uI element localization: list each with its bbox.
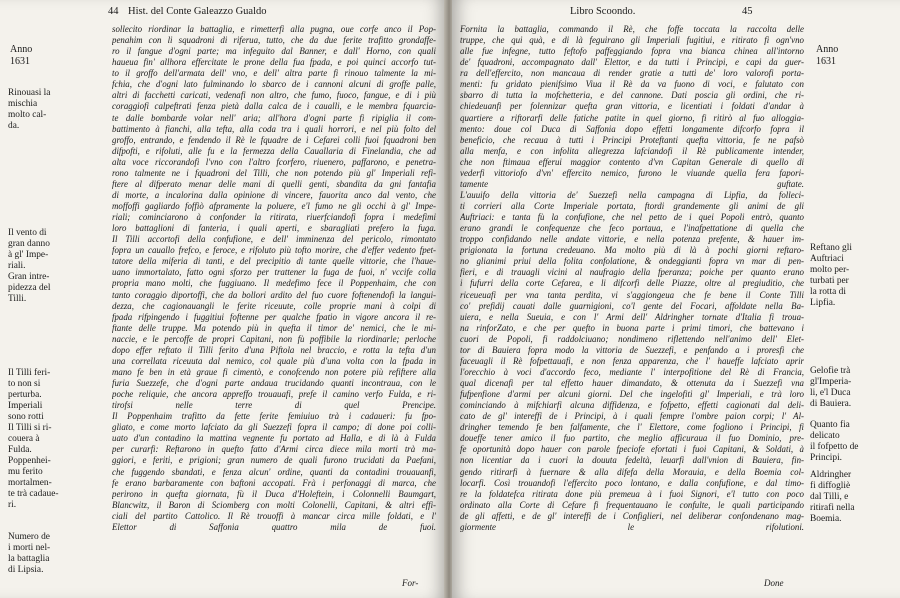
text-line: te dalle bombarde volar nell' aria; all'hora d'ogni parte fi ripiglia il com- (112, 112, 436, 123)
text-line: alta voce riccorandofi l'vno con l'altro fcorfero, riuenero, paffarono, e penetra- (112, 156, 436, 167)
text-line: mano fe ben in età graue fi cimentò, e conofcendo non potere più refiftere alla (112, 366, 436, 377)
text-line: mento: doue col Duca di Saffonia dopo effetti longamente difcorfo fopra il (460, 123, 804, 134)
page-number: 44 (108, 6, 119, 17)
text-line: ftere al difperato menar delle mani di quelli genti, sbandita da gni fantafia (112, 178, 436, 189)
text-line: alle fue infegne, tutto feftofo paffeggiando fopra vna bianca chinea all'intorno (460, 46, 804, 57)
text-line: ggiori, e feriti, e prigioni; gran numero de quali furono trucidati da Paefani, (112, 455, 436, 466)
text-line: L'auuifo della vittoria de' Suezzefi nella campagna di Lipfia, da folleci- (460, 189, 804, 200)
text-line: moffoffi gagliardo foffiò afpramente la poluere, e'l fumo ne gli occhi à gl' Impe- (112, 201, 436, 211)
side-note-line: Auftriaci (810, 254, 844, 264)
text-line: altri di facchetti caricati, vedenafi non altro, che fumo, fuoco, fangue, e di i più (112, 90, 436, 101)
text-line: gliato, e come morto lafciato da gli Suezzefi fopra il campo; di done poi colli- (112, 422, 436, 433)
text-line: giormente le rifolutioni. (460, 521, 804, 532)
side-note-line: sono rotti (8, 412, 44, 422)
text-line: Elettor di Saffonia quattro mila de fuoi. (112, 521, 436, 532)
text-line: per curarfi: Reftarono in quefto fatto d'Armi circa diece mila morti trà ma- (112, 444, 436, 455)
side-note (8, 228, 50, 305)
text-line: fieri, e di trauagli vicini al naufragio della fperanza; poiche per quanto erano (460, 267, 804, 278)
year-word: Anno (816, 44, 839, 55)
side-note-line: Quanto fia (810, 420, 850, 430)
text-line: non licentiar da i cuori la douuta fedeltà, leuarfi dall'vnion di Bauiera, fin- (460, 455, 804, 466)
text-line: menti: fu gridato pienifsimo Viua il Rè da va fuono di voci, e falutato con (460, 79, 804, 90)
side-note-line: mortalmen- (8, 478, 52, 488)
text-line: uiera, e nella Sueuia, e con l' Armi dell' Aldringher tornate d'Italia fi troua- (460, 311, 804, 322)
side-note-line: perturba. (8, 390, 42, 400)
left-page (0, 0, 446, 598)
side-note-line: di Bauiera. (810, 399, 852, 409)
text-line: fe oportunità dopo hauer con parole fpeciofe efortati i fuoi Capitani, & Soldati, à (460, 444, 804, 455)
side-note (8, 532, 50, 576)
year-number: 1631 (10, 56, 30, 67)
side-note-line: molto cal- (8, 110, 47, 120)
text-line: tamente guftate. (460, 178, 804, 189)
text-line: tor di Bauiera fopra modo la vittoria de Suezzefi, e penfando a i proresfi che (460, 344, 804, 355)
side-note-line: riali. (8, 261, 26, 271)
text-line: naccie, e le percoffe de propri Capitani, non fù poffibile la riordinarle; perloche (112, 333, 436, 344)
text-line: na rinforZato, e che per quefto in buona parte i primi timori, che battevano i (460, 322, 804, 333)
side-note-line: ritirafi nella (810, 503, 855, 513)
text-line: qual dicenafi per tal effetto hauer dimandato, & ottenuta da i Suezzefi vna (460, 378, 804, 388)
side-note-line: turbati per (810, 276, 849, 286)
side-note (810, 243, 852, 309)
text-line: troppo confidando nelle andate vittorie, e nella potenza prefente, & hauer im- (460, 234, 804, 245)
text-line: chiedeuanfi per folennizar quefta gran vittoria, e licentiati i foldati d'andar à (460, 101, 804, 112)
text-line: alla menfa, e con infolita allegrezza lafciandofi il Rè publicamente intender, (460, 145, 804, 156)
side-note-line: fi diffogliè (810, 481, 851, 491)
side-note-line: la battaglia (8, 554, 50, 564)
side-note-line: dal Tilli, e (810, 492, 849, 502)
text-line: poche reliquie, che ancora appreffo trouauafi, prefe il camino verfo Fulda, e ri- (112, 389, 436, 400)
text-line: che non ftimaua efferui maggior contento d'vn Capitan Generale di quello di (460, 156, 804, 167)
text-line: che fuggendo sbandati, e fenza alcun' ordine, quanti da contadini trouauanfi, (112, 466, 436, 477)
side-note-line: i morti nel- (8, 543, 51, 553)
side-note-line: ri. (8, 500, 17, 510)
side-note-line: Lipfia. (810, 298, 836, 308)
text-line: sbarro di tutta la mofchetteria, e del cannone. Dati poscia gli ordini, che ri- (460, 90, 804, 101)
text-line: faceuagli il Rè fofpettauafi, e non fenza apparenza, che l' haueffe lafciato aprir (460, 355, 804, 366)
text-line: cuori de Popoli, fi raddolciuano; nondimeno riflettendo nell'animo dell' Elet- (460, 333, 804, 344)
text-line: rono talmente ne i fquadroni del Tilli, che non potendo più gl' Imperiali refi- (112, 167, 436, 178)
text-line: Fornita la battaglia, commando il Rè, che foffe toccata la raccolta delle (460, 24, 804, 34)
text-line: haueua fin' allhora effercitate le prone della fua fpada, e poi quinci accorfo tut- (112, 57, 436, 68)
text-line: truppe, che qui quà, e di là feguirano gli Imperiali fugitiui, e ritirato fi ogn'vno (460, 35, 804, 46)
side-note-line: Rinouasi la (8, 88, 51, 98)
side-note-line: Fulda. (8, 445, 32, 455)
text-line: furia Suezzefe, che d'ogni parte andaua trucidando quanti incontraua, con le (112, 378, 436, 388)
side-note-line: to non si (8, 379, 41, 389)
left-body-text (112, 24, 436, 533)
text-line: fchia, che d'ogni lato fulminando lo sbarco de i cannoni alcuni di groffe palle, (112, 79, 436, 90)
side-note-line: Il Tilli si ri- (8, 423, 52, 433)
text-line: to il groffo dell'armata dell' vno, e dell' altra parte fi rinouo talmente la mi- (112, 68, 436, 79)
side-note-line: di Lipsia. (8, 565, 44, 575)
side-note-line: pidezza del (8, 283, 51, 293)
side-note-line: Imperiali (8, 401, 43, 411)
text-line: Il Poppenhaim trafitto da fette ferite femiuiuo trà i cadaueri: fu fpo- (112, 411, 436, 422)
side-note-line: molto per- (810, 265, 850, 275)
right-body-text (460, 24, 804, 533)
text-line: cominciando à mifchiarfi alcuna diffidenza, e fofpetto, effetti cagionati dal deli- (460, 400, 804, 411)
text-line: ftante delle truppe. Ma potendo più in quefta il timor de' nemici, che le mi- (112, 322, 436, 333)
text-line: quartiere a riftorarfi delle fatiche patite in quel giorno, fi ritirò al fuo alloggia- (460, 112, 804, 123)
text-line: uano immortalato, fatto ogni sforzo per trattener la fuga de fuoi, n' vccife colla (112, 267, 436, 278)
side-note-line: delicato (810, 431, 840, 441)
text-line: riceueuafi per vna tanta perdita, vi s'aggiongeua che fe bene il Conte Tilli (460, 289, 804, 300)
text-line: no glianimi priui della folita confolatione, & ondeggianti fopra vn mar di pen- (460, 256, 804, 267)
right-page (452, 0, 900, 598)
text-line: beneficio, che recaua à tutti i Principi Proteftanti quefta vittoria, fe ne pafsò (460, 134, 804, 145)
side-note-line: Aldringher (810, 470, 852, 480)
side-note-line: Boemia. (810, 514, 842, 524)
text-line: co' prefidij cauati dalle guarnigioni, co'l gente del Focari, affoldate nella Ba- (460, 300, 804, 311)
catchword: Done (764, 578, 784, 588)
side-note-line: mu ferito (8, 467, 43, 477)
text-line: tanto coraggio diportoffi, che da bollori ardito del fuo cuore foftenendofi la langui- (112, 289, 436, 300)
text-line: uato d'un contadino la mattina vegnente fu portato ad Halla, e di là à Fulda (112, 433, 436, 444)
side-note-line: gl'Imperia- (810, 377, 852, 387)
side-note-line: Il vento di (8, 228, 47, 238)
text-line: tatore della miferia di tanti, e del precipitio di tante quelle vittorie, che l'haue- (112, 256, 436, 267)
text-line: ti corrieri alla Corte Imperiale portata, ftordi grandemente gli animi de gli (460, 201, 804, 211)
page-number: 45 (742, 6, 753, 17)
text-line: de' fquadroni, accompagnato dall' Elettor, e da tutti i Principi, e capi da guer- (460, 57, 804, 68)
text-line: doueffe tener amico il fuo partito, che meglio afficuraua il fuo Dominio, pre- (460, 433, 804, 444)
text-line: ra dell'effercito, non mancaua di render gratie a tutti de' loro valorofi porta- (460, 68, 804, 79)
text-line: erano grandi le confequenze che feco portaua, e l'inafpettatione di quella che (460, 223, 804, 234)
text-line: vederfi vittoriofo d'vn' effercito nemico, furono le viuande quella fera fapori- (460, 167, 804, 178)
margin-year-label (10, 44, 32, 68)
text-line: di morte, a incalorina dalla opinione di vincere, fauorita anco dal vento, che (112, 189, 436, 200)
text-line: Blancwitz, il Baron di Sciomberg con molti Colonelli, Capitani, & altri effi- (112, 499, 436, 510)
text-line: l'orecchio à voci d'accordo feco, mediante l' interpofitione del Rè di Francia, (460, 366, 804, 377)
text-line: fpada rifpingendo i fuggitiui foftenne per qualche fpatio in vigore ancora il re- (112, 311, 436, 322)
side-note-line: Gelofie trà (810, 366, 851, 376)
text-line: prigionata la fortuna credeuano. Ma molto più di là à pochi giorni reftaro- (460, 245, 804, 256)
side-note-line: à gl' Impe- (8, 250, 49, 260)
text-line: coraggiofi calpeftrati fenza pietà dalla calca de i caualli, e le membra fquarcia- (112, 101, 436, 112)
text-line: ro il fangue d'ogni parte; ma infeguito dal Banner, e dall' Horno, con quali (112, 46, 436, 57)
side-note-line: da. (8, 121, 20, 131)
side-note-line: Numero de (8, 532, 50, 542)
text-line: re la foldatefca ritirata done più premeua à i fuoi Signori, e'l tutto con poco (460, 488, 804, 499)
text-line: dezza, che cagionauangli le ferite riceuute, colle proprie mani à colpi di (112, 300, 436, 311)
text-line: dringher temendo fe ben falfamente, che l' Elettore, come fogliono i Principi, fi (460, 422, 804, 433)
text-line: battimento à fianchi, alla tefta, alla coda tra i quali horrori, e nel più folto del (112, 123, 436, 134)
margin-year-label (816, 44, 838, 68)
year-word: Anno (10, 44, 33, 55)
text-line: riali; cominciarono à confonder la ritirata, riuerfciandofi fopra i medefimi (112, 212, 436, 223)
running-head-title: Libro Scoondo. (570, 6, 636, 17)
text-line: de gli affetti, e de gl' intereffi de i Configlieri, nel deliberar confondenano mag- (460, 510, 804, 521)
text-line: groffo, entrando, e fendendo il Rè le fquadre de i Cefarei colli fuoi fquadroni ben (112, 134, 436, 145)
text-line: una correllata riceuuta dal nemico, col quale più d'una volta con la fpada in (112, 355, 436, 366)
running-head-title: Hist. del Conte Galeazzo Gualdo (128, 6, 267, 17)
catchword: For- (402, 578, 419, 588)
text-line: perirono in quefta giornata, fù il Duca d'Holeftein, i Colonnelli Baumgart, (112, 488, 436, 499)
text-line: Il Tilli accortofi della confufione, e dell' imminenza del pericolo, rimontato (112, 234, 436, 245)
text-line: cato de gl' intereffi de i Principi, à i quali fempre l'ombre paion corpi; l' Al- (460, 411, 804, 422)
text-line: dopo effer reftato il Tilli ferito d'una Piftola nel braccio, e rotta la tefta d'un (112, 344, 436, 355)
text-line: fe erano barbaramente con baftoni accopati. Frà i perfonaggi di marca, che (112, 477, 436, 488)
side-note (810, 470, 855, 525)
text-line: locarfi. Così trouandofi l'effercito poco lontano, e dalla confufione, e dal timo- (460, 477, 804, 488)
side-note-line: Tilli. (8, 294, 27, 304)
side-note-line: la rotta di (810, 287, 846, 297)
text-line: gendo ritirarfi à fuernare & alla difefa della Morauia, e della Boemia col- (460, 466, 804, 477)
text-line: loro battaglioni di fanteria, i quali aperti, e sbaragliati prefero la fuga. (112, 223, 436, 234)
year-number: 1631 (816, 56, 836, 67)
side-note (810, 366, 851, 410)
text-line: Auftriaci: e tanta fù la confufione, che nel petto de i quei Popoli entrò, quanto (460, 212, 804, 223)
text-line: fopra un cauallo frefco, e feroce, e rifoluto più tofto morire, che d'effer vedento fpet- (112, 245, 436, 256)
text-line: ordinato alla Corte di Cefare fi frequentauano le confulte, le quali participando (460, 499, 804, 510)
side-note-line: il fofpetto de (810, 442, 859, 452)
side-note-line: te trà cadaue- (8, 489, 59, 499)
text-line: penahim con li squadroni di riferua, tutto, che da due ferite trafitto grondaffe- (112, 35, 436, 46)
side-note-line: Il Tilli feri- (8, 368, 51, 378)
side-note-line: couera à (8, 434, 40, 444)
text-line: ciali del partito Cattolico. Il Rè trouoffi à mancar circa mille foldati, e l' (112, 510, 436, 521)
side-note-line: li, e'l Duca (810, 388, 851, 398)
text-line: propria mano molti, che fuggiuano. Il medefimo fece il Poppenhaim, che con (112, 278, 436, 289)
side-note (810, 420, 858, 464)
side-note-line: Gran intre- (8, 272, 50, 282)
side-note (8, 88, 50, 132)
text-line: fufpenfione d'armi per alcuni giorni. Del che ingelofiti gl' Imperiali, e trà loro (460, 389, 804, 400)
side-note-line: Poppenhei- (8, 456, 51, 466)
text-line: difpofti, e rifoluti, alle fu e la fermezza della Cauallaria di Finelandia, che ad (112, 145, 436, 156)
text-line: tirofsi nelle terre di quel Prencipe. (112, 400, 436, 411)
side-note-line: mischia (8, 99, 38, 109)
side-note (8, 368, 58, 511)
side-note-line: gran danno (8, 239, 50, 249)
text-line: i fufurri della corte Cefarea, e li difcorfi delle Piazze, oltre al pregiuditio, che (460, 278, 804, 289)
side-note-line: Reftano gli (810, 243, 852, 253)
text-line: sollecito riordinar la battaglia, e rimetterfi alla pugna, oue corfe anco il Pop- (112, 24, 436, 34)
side-note-line: Principi. (810, 453, 843, 463)
